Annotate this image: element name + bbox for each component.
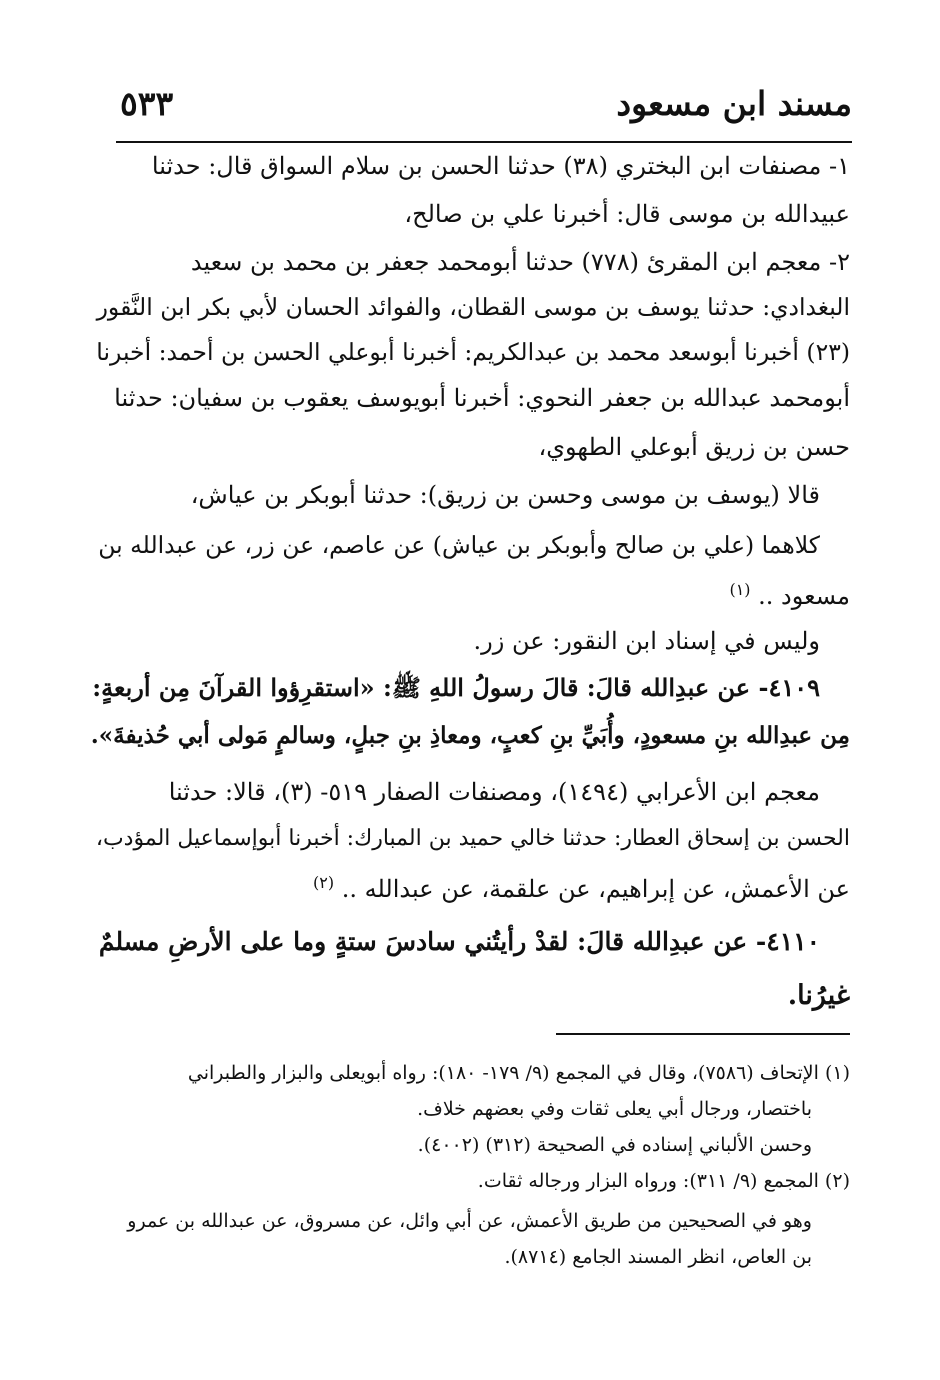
line-text: عن الأعمش، عن إبراهيم، عن علقمة، عن عبدالله .. — [341, 875, 850, 903]
body-line: وليس في إسناد ابن النقور: عن زر. — [473, 627, 820, 655]
footnote-line: باختصار، ورجال أبي يعلى ثقات وفي بعضهم خلاف. — [417, 1098, 812, 1120]
footnote-line: (١) الإتحاف (٧٥٨٦)، وقال في المجمع (٩/ ١٧٩- ١٨٠): رواه أبويعلى والبزار والطبراني — [187, 1062, 850, 1084]
body-line: قالا (يوسف بن موسى وحسن بن زريق): حدثنا أبوبكر بن عياش، — [190, 481, 820, 509]
body-line: ١- مصنفات ابن البختري (٣٨) حدثنا الحسن بن سلام السواق قال: حدثنا — [151, 152, 850, 180]
running-title: مسند ابن مسعود — [616, 84, 852, 123]
body-line: حسن بن زريق أبوعلي الطهوي، — [538, 433, 850, 461]
footnote-line: (٢) المجمع (٩/ ٣١١): ورواه البزار ورجاله ثقات. — [477, 1170, 850, 1192]
header-rule — [116, 141, 852, 143]
hadith-4109-line: مِن عبدِالله بنِ مسعودٍ، وأُبَيِّ بنِ كعبٍ، ومعاذِ بنِ جبلٍ، وسالمٍ مَولى أبي حُذيفةَ». — [90, 722, 850, 749]
body-line: البغدادي: حدثنا يوسف بن موسى القطان، والفوائد الحسان لأبي بكر ابن النَّقور — [96, 293, 850, 321]
footnote-line: بن العاص، انظر المسند الجامع (٨٧١٤). — [504, 1246, 812, 1268]
footnote-line: وهو في الصحيحين من طريق الأعمش، عن أبي وائل، عن مسروق، عن عبدالله بن عمرو — [127, 1210, 812, 1232]
body-line: عبيدالله بن موسى قال: أخبرنا علي بن صالح، — [404, 200, 850, 228]
footnote-ref-2: (٢) — [313, 873, 335, 892]
footnote-line: وحسن الألباني إسناده في الصحيحة (٣١٢) (٤٠٠٢). — [417, 1134, 812, 1156]
hadith-4110-line: غيرُنا. — [787, 980, 850, 1011]
body-line: ٢- معجم ابن المقرئ (٧٧٨) حدثنا أبومحمد جعفر بن محمد بن سعيد — [190, 248, 850, 276]
body-line: (٢٣) أخبرنا أبوسعد محمد بن عبدالكريم: أخبرنا أبوعلي الحسن بن أحمد: أخبرنا — [96, 338, 850, 366]
body-line: أبومحمد عبدالله بن جعفر النحوي: أخبرنا أبويوسف يعقوب بن سفيان: حدثنا — [114, 384, 850, 412]
hadith-4109-line: ٤١٠٩- عن عبدِالله قالَ: قالَ رسولُ اللهِ ﷺ: «استقرِؤوا القرآنَ مِن أربعةٍ: — [92, 673, 820, 702]
hadith-4110-line: ٤١١٠- عن عبدِالله قالَ: لقدْ رأيتُني سادسَ ستةٍ وما على الأرضِ مسلمٌ — [98, 927, 820, 956]
footnote-ref-1: (١) — [729, 580, 751, 599]
footnote-rule — [556, 1033, 850, 1035]
page-number: ٥٣٣ — [120, 84, 174, 123]
body-line — [313, 873, 850, 903]
line-text: مسعود .. — [758, 582, 850, 610]
body-line: كلاهما (علي بن صالح وأبوبكر بن عياش) عن عاصم، عن زر، عن عبدالله بن — [98, 531, 820, 559]
body-line: معجم ابن الأعرابي (١٤٩٤)، ومصنفات الصفار ٥١٩- (٣)، قالا: حدثنا — [168, 778, 820, 806]
body-line — [729, 580, 850, 610]
body-line: الحسن بن إسحاق العطار: حدثنا خالي حميد بن المبارك: أخبرنا أبوإسماعيل المؤدب، — [95, 826, 850, 851]
